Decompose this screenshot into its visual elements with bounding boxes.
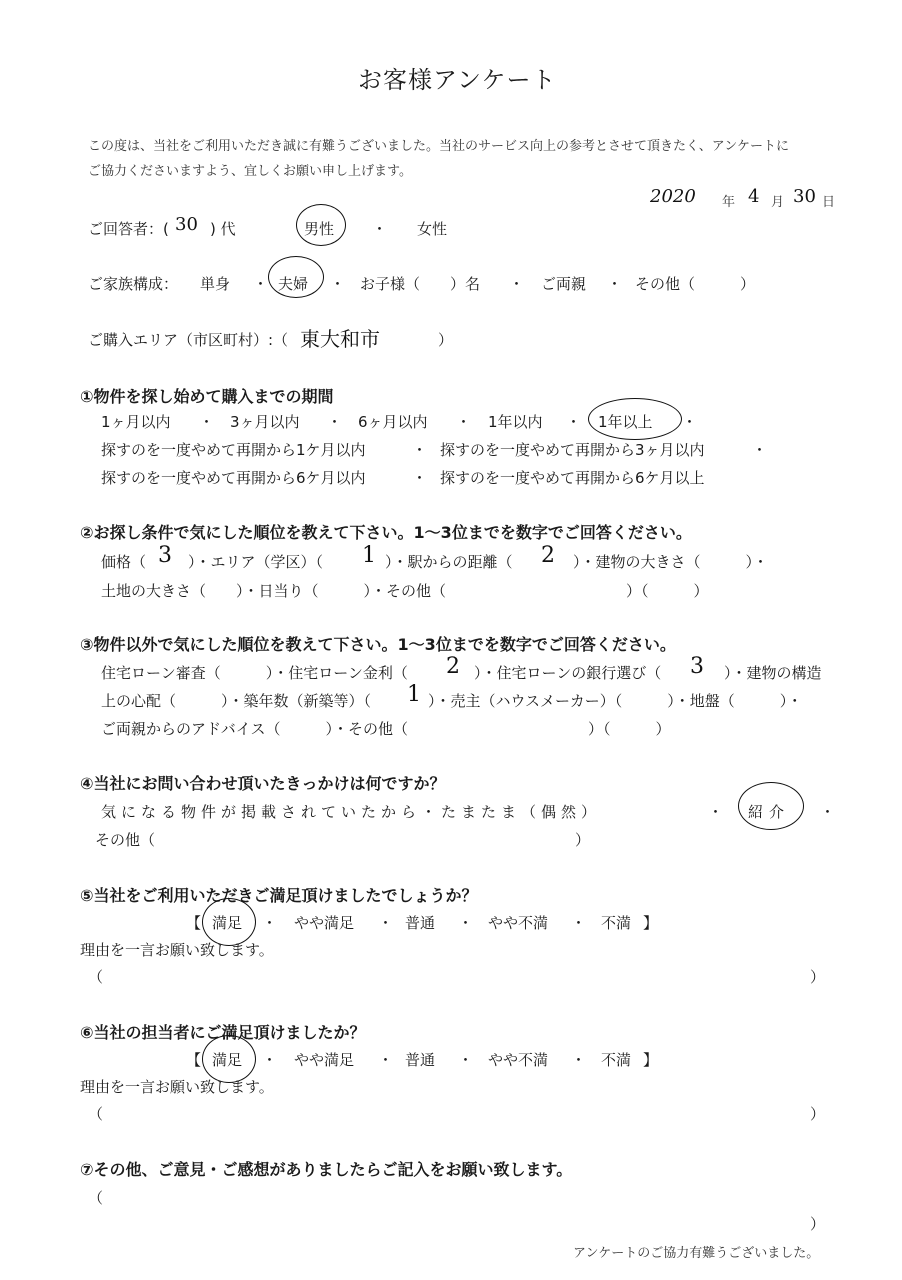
intro-line-1: この度は、当社をご利用いただき誠に有難うございました。当社のサービス向上の参考とさせて頂きたく、アンケートに [88,139,789,154]
separator: ・ [378,914,394,932]
q5-option-dissatisfied[interactable]: 不満 [601,914,632,932]
q3-age-rank[interactable]: 1 [407,682,421,707]
bracket-open: 【 [186,914,202,932]
date-day: 30 [793,186,816,207]
q7-comment-input[interactable] [104,1184,804,1234]
area-value[interactable]: 東大和市 [300,327,380,351]
separator: ・ [571,914,587,932]
area-label: ご購入エリア（市区町村）:（ [88,331,289,349]
date-year: 2020 [650,186,696,207]
respondent-age-suffix: ) 代 [210,220,236,238]
q2-price-label: 価格（ [101,553,147,571]
separator: ・ [509,275,525,293]
separator: ・ [412,469,428,487]
date-day-unit: 日 [822,195,836,210]
question-2-title: ②お探し条件で気にした順位を教えて下さい。1～3位までを数字でご回答ください。 [80,523,692,542]
q1-option-6months[interactable]: 6ヶ月以内 [358,413,428,431]
q3-structure-label: ）・建物の構造 [724,664,822,682]
separator: ・ [752,441,768,459]
bracket-close: 】 [643,914,659,932]
q1-option-restart-over-6months[interactable]: 探すのを一度やめて再開から6ケ月以上 [440,469,705,487]
family-label: ご家族構成： [88,275,179,293]
q2-price-rank[interactable]: 3 [158,543,172,568]
q3-row-2b: ）・売主（ハウスメーカー）（ ）・地盤（ ）・ [428,692,803,710]
question-1-title: ①物件を探し始めて購入までの期間 [80,387,334,406]
q5-option-neutral[interactable]: 普通 [405,914,436,932]
question-5-title: ⑤当社をご利用いただきご満足頂けましたでしょうか？ [80,886,478,905]
separator: ・ [566,413,582,431]
q1-option-restart-1month[interactable]: 探すのを一度やめて再開から1ケ月以内 [101,441,366,459]
question-3-title: ③物件以外で気にした順位を教えて下さい。1～3位までを数字でご回答ください。 [80,635,676,654]
separator: ・ [412,441,428,459]
q6-option-dissatisfied[interactable]: 不満 [601,1051,632,1069]
option-female[interactable]: 女性 [417,220,448,238]
q6-reason-input[interactable] [104,1099,804,1125]
q6-option-satisfied[interactable]: 満足 [212,1051,243,1069]
date-month: 4 [748,186,760,207]
q6-option-neutral[interactable]: 普通 [405,1051,436,1069]
respondent-age[interactable]: 30 [175,214,198,235]
date-month-unit: 月 [771,195,785,210]
respondent-label: ご回答者：( [88,220,169,238]
page-title: お客様アンケート [358,66,557,94]
separator: ・ [262,1051,278,1069]
q1-option-over-1year[interactable]: 1年以上 [598,413,653,431]
q2-building-label: ）・建物の大きさ（ ）・ [573,553,769,571]
q3-bank-label: ）・住宅ローンの銀行選び（ [474,664,662,682]
q5-option-somewhat-dissatisfied[interactable]: やや不満 [488,914,549,932]
q4-option-other[interactable]: その他（ ） [95,831,591,849]
q3-bank-rank[interactable]: 3 [690,654,704,679]
q5-option-satisfied[interactable]: 満足 [212,914,243,932]
q6-option-somewhat-satisfied[interactable]: やや満足 [294,1051,355,1069]
q6-reason-label: 理由を一言お願い致します。 [80,1078,274,1096]
separator: ・ [820,803,836,821]
q5-reason-input[interactable] [104,962,804,988]
q6-reason-open: （ [88,1105,104,1123]
option-couple[interactable]: 夫婦 [278,275,309,293]
separator: ・ [199,413,215,431]
q4-option-listing[interactable]: 気になる物件が掲載されていたから・たまたま（偶然） [101,803,602,821]
question-6-title: ⑥当社の担当者にご満足頂けましたか？ [80,1023,366,1042]
option-other[interactable]: その他（ ） [635,275,756,293]
area-close: ） [438,331,454,349]
q5-reason-open: （ [88,968,104,986]
q3-row-3: ご両親からのアドバイス（ ）・その他（ ）（ ） [101,720,671,738]
separator: ・ [682,413,698,431]
separator: ・ [327,413,343,431]
q3-row-2a: 上の心配（ ）・築年数（新築等）（ [101,692,372,710]
separator: ・ [458,914,474,932]
q1-option-1month[interactable]: 1ヶ月以内 [101,413,171,431]
footer-thanks: アンケートのご協力有難うございました。 [573,1246,820,1261]
separator: ・ [330,275,346,293]
q7-close: ） [810,1215,826,1233]
q1-option-restart-6months[interactable]: 探すのを一度やめて再開から6ケ月以内 [101,469,366,487]
bracket-close: 】 [643,1051,659,1069]
separator: ・ [458,1051,474,1069]
q4-option-referral[interactable]: 紹介 [748,803,791,821]
q5-reason-close: ） [810,968,826,986]
q1-option-1year[interactable]: 1年以内 [488,413,543,431]
separator: ・ [262,914,278,932]
date-year-unit: 年 [722,195,736,210]
q2-area-label: ）・エリア（学区）（ [188,553,324,571]
q5-option-somewhat-satisfied[interactable]: やや満足 [294,914,355,932]
question-7-title: ⑦その他、ご意見・ご感想がありましたらご記入をお願い致します。 [80,1160,573,1179]
intro-line-2: ご協力くださいますよう、宜しくお願い申し上げます。 [88,164,412,179]
option-parents[interactable]: ご両親 [541,275,587,293]
q2-station-label: ）・駅からの距離（ [385,553,513,571]
separator: ・ [378,1051,394,1069]
q1-option-restart-3months[interactable]: 探すのを一度やめて再開から3ヶ月以内 [440,441,705,459]
q6-reason-close: ） [810,1105,826,1123]
separator: ・ [456,413,472,431]
q3-screening-label: 住宅ローン審査（ ）・住宅ローン金利（ [101,664,408,682]
separator: ・ [607,275,623,293]
q5-reason-label: 理由を一言お願い致します。 [80,941,274,959]
question-4-title: ④当社にお問い合わせ頂いたきっかけは何ですか？ [80,774,446,793]
option-single[interactable]: 単身 [200,275,231,293]
separator: ・ [253,275,269,293]
q2-row-2: 土地の大きさ（ ）・日当り（ ）・その他（ ）（ ） [101,582,709,600]
q7-open: （ [88,1189,104,1207]
separator: ・ [708,803,724,821]
option-children[interactable]: お子様（ ）名 [360,275,481,293]
q2-station-rank[interactable]: 2 [541,543,555,568]
q1-option-3months[interactable]: 3ヶ月以内 [230,413,300,431]
bracket-open: 【 [186,1051,202,1069]
separator: ・ [571,1051,587,1069]
option-male[interactable]: 男性 [304,220,335,238]
q6-option-somewhat-dissatisfied[interactable]: やや不満 [488,1051,549,1069]
separator: ・ [372,220,388,238]
q2-area-rank[interactable]: 1 [362,543,376,568]
q3-rate-rank[interactable]: 2 [446,654,460,679]
